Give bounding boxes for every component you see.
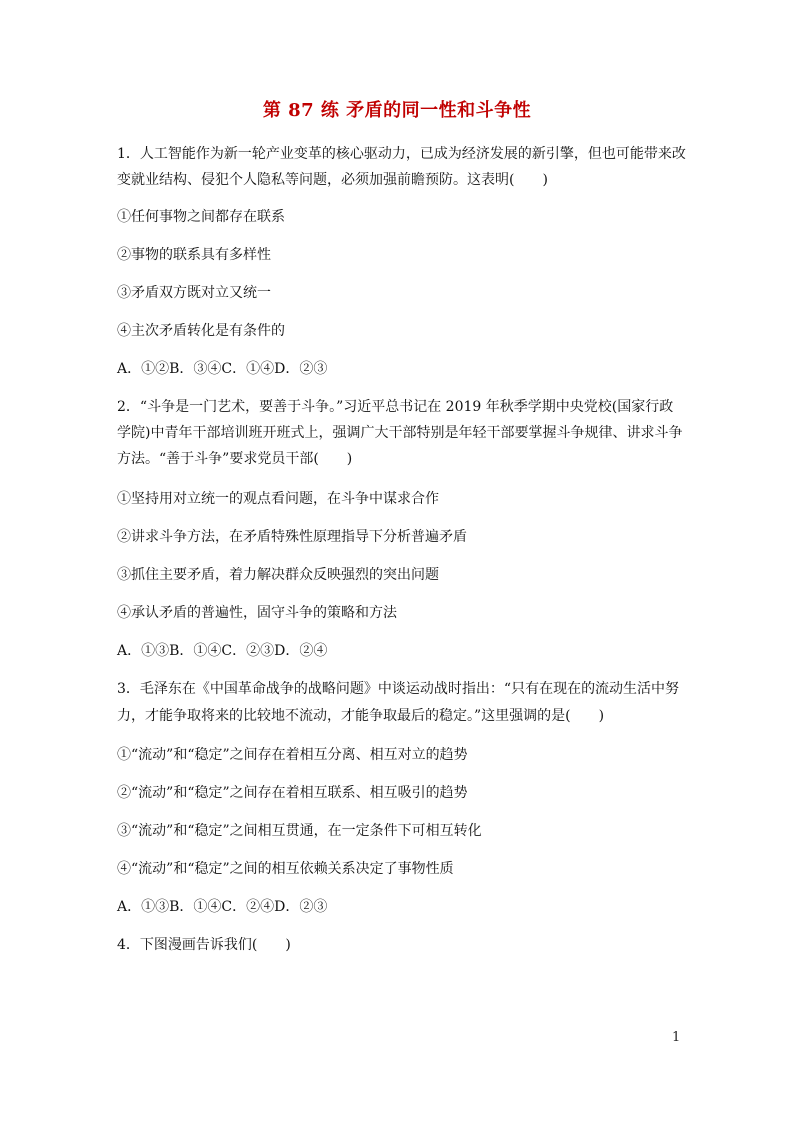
q3-stem-line-1: 3．毛泽东在《中国革命战争的战略问题》中谈运动战时指出：“只有在现在的流动生活中努 — [117, 681, 680, 697]
q2-option-1: ①坚持用对立统一的观点看问题，在斗争中谋求合作 — [117, 491, 439, 507]
q1-option-3: ③矛盾双方既对立又统一 — [117, 285, 271, 301]
q3-option-2: ②“流动”和“稳定”之间存在着相互联系、相互吸引的趋势 — [117, 785, 468, 801]
q2-option-3: ③抓住主要矛盾，着力解决群众反映强烈的突出问题 — [117, 567, 439, 583]
q1-option-2: ②事物的联系具有多样性 — [117, 247, 271, 263]
q2-answer-choices: A．①③B．①④C．②③D．②④ — [117, 643, 328, 659]
q1-stem-line-2: 变就业结构、侵犯个人隐私等问题，必须加强前瞻预防。这表明( ) — [117, 172, 548, 188]
q2-stem-line-3: 方法。“善于斗争”要求党员干部( ) — [117, 451, 353, 467]
q2-stem-line-1: 2．“斗争是一门艺术，要善于斗争。”习近平总书记在 2019 年秋季学期中央党校(国家行政 — [117, 399, 674, 415]
q1-answer-choices: A．①②B．③④C．①④D．②③ — [117, 361, 328, 377]
q4-stem-line-1: 4．下图漫画告诉我们( ) — [117, 937, 291, 953]
q3-answer-choices: A．①③B．①④C．②④D．②③ — [117, 899, 328, 915]
q3-option-3: ③“流动”和“稳定”之间相互贯通，在一定条件下可相互转化 — [117, 823, 482, 839]
q2-option-2: ②讲求斗争方法，在矛盾特殊性原理指导下分析普遍矛盾 — [117, 529, 467, 545]
page-number: 1 — [672, 1030, 681, 1045]
q2-option-4: ④承认矛盾的普遍性，固守斗争的策略和方法 — [117, 605, 397, 621]
q1-option-4: ④主次矛盾转化是有条件的 — [117, 323, 285, 339]
page-title: 第 87 练 矛盾的同一性和斗争性 — [262, 100, 532, 121]
q3-stem-line-2: 力，才能争取将来的比较地不流动，才能争取最后的稳定。”这里强调的是( ) — [117, 708, 605, 724]
q3-option-1: ①“流动”和“稳定”之间存在着相互分离、相互对立的趋势 — [117, 747, 468, 763]
q1-option-1: ①任何事物之间都存在联系 — [117, 209, 285, 225]
q2-stem-line-2: 学院)中青年干部培训班开班式上，强调广大干部特别是年轻干部要掌握斗争规律、讲求斗争 — [117, 425, 683, 441]
q1-stem-line-1: 1．人工智能作为新一轮产业变革的核心驱动力，已成为经济发展的新引擎，但也可能带来改 — [117, 146, 686, 162]
q3-option-4: ④“流动”和“稳定”之间的相互依赖关系决定了事物性质 — [117, 861, 454, 877]
